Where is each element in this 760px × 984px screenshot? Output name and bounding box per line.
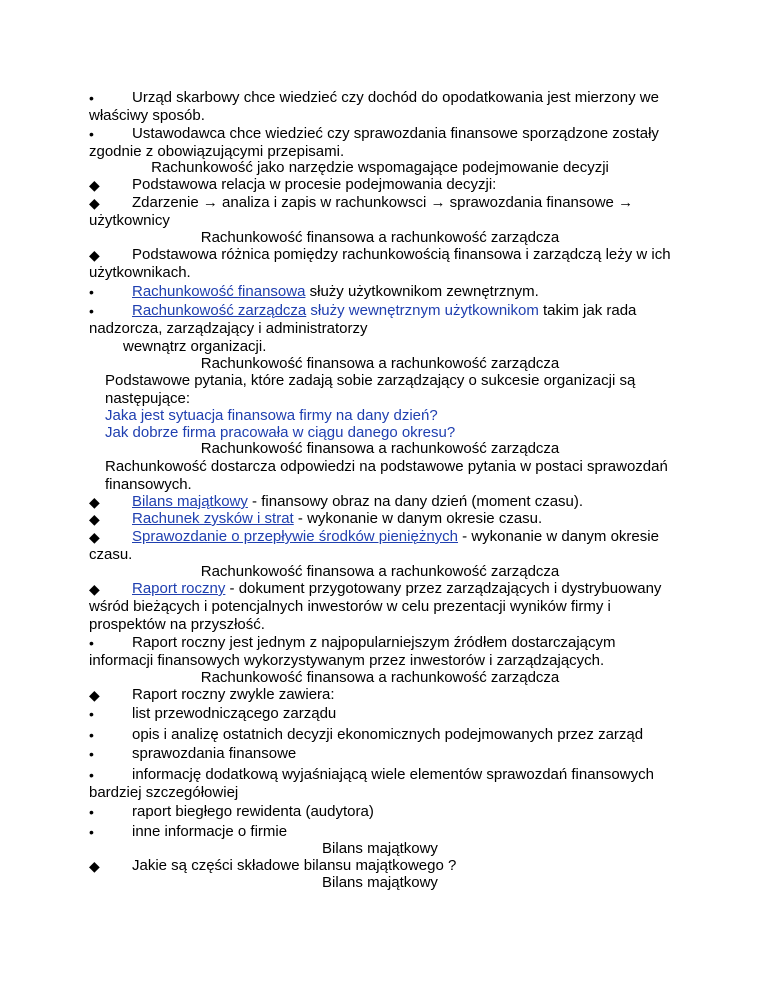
question-line: Jak dobrze firma pracowała w ciągu danego okresu? <box>105 424 456 441</box>
section-heading: Rachunkowość finansowa a rachunkowość zarządcza <box>200 440 560 457</box>
bullet-dot: • <box>89 824 94 840</box>
text-line: bardziej szczegółowiej <box>89 784 239 801</box>
link-tail: - finansowy obraz na dany dzień (moment czasu). <box>247 493 584 510</box>
link-tail: - dokument przygotowany przez zarządzających i dystrybuowany <box>225 580 662 597</box>
bullet-diamond: ◆ <box>89 247 100 263</box>
text-line: wewnątrz organizacji. <box>123 338 267 355</box>
link-rachunek-zyskow[interactable]: Rachunek zysków i strat <box>132 510 294 527</box>
section-heading: Bilans majątkowy <box>322 840 438 857</box>
text-line: wśród bieżących i potencjalnych inwestorów w celu prezentacji wyników firmy i <box>89 598 611 615</box>
text-line: prospektów na przyszłość. <box>89 616 265 633</box>
bullet-dot: • <box>89 804 94 820</box>
bullet-dot: • <box>89 284 94 300</box>
bullet-diamond: ◆ <box>89 858 100 874</box>
text-line <box>132 302 636 320</box>
section-heading: Rachunkowość finansowa a rachunkowość zarządcza <box>200 563 560 580</box>
bullet-diamond: ◆ <box>89 529 100 545</box>
link-tail: - wykonanie w danym okresie czasu. <box>293 510 543 527</box>
bullet-diamond: ◆ <box>89 581 100 597</box>
text-line: nadzorcza, zarządzający i administratorzy <box>89 320 368 337</box>
text-line: informacji finansowych wykorzystywanym przez inwestorów i zarządzających. <box>89 652 605 669</box>
section-heading: Rachunkowość finansowa a rachunkowość zarządcza <box>200 229 560 246</box>
text-line: zgodnie z obowiązującymi przepisami. <box>89 143 345 160</box>
bullet-diamond: ◆ <box>89 494 100 510</box>
bullet-diamond: ◆ <box>89 195 100 211</box>
text-line: sprawozdania finansowe <box>132 745 297 762</box>
text-line: użytkownikach. <box>89 264 191 281</box>
link-raport-roczny[interactable]: Raport roczny <box>132 580 226 597</box>
text-line: Podstawowa różnica pomiędzy rachunkowością finansowa i zarządczą leży w ich <box>132 246 671 263</box>
text-line: opis i analizę ostatnich decyzji ekonomicznych podejmowanych przez zarząd <box>132 726 644 743</box>
text-line: informację dodatkową wyjaśniającą wiele elementów sprawozdań finansowych <box>132 766 654 783</box>
text-line: Urząd skarbowy chce wiedzieć czy dochód do opodatkowania jest mierzony we <box>132 89 659 106</box>
text-line: Jakie są części składowe bilansu majątkowego ? <box>132 857 457 874</box>
text-line: Raport roczny jest jednym z najpopularniejszym źródłem dostarczającym <box>132 634 616 651</box>
text-line <box>132 510 542 528</box>
bullet-dot: • <box>89 90 94 106</box>
bullet-dot: • <box>89 635 94 651</box>
text-line <box>132 493 583 511</box>
link-rachunkowosc-finansowa[interactable]: Rachunkowość finansowa <box>132 283 306 300</box>
bullet-dot: • <box>89 727 94 743</box>
text-line: finansowych. <box>105 476 192 493</box>
bullet-diamond: ◆ <box>89 511 100 527</box>
text-line: czasu. <box>89 546 133 563</box>
bullet-dot: • <box>89 767 94 783</box>
text-line: Rachunkowość dostarcza odpowiedzi na podstawowe pytania w postaci sprawozdań <box>105 458 668 475</box>
text-line <box>132 528 659 546</box>
question-line: Jaka jest sytuacja finansowa firmy na dany dzień? <box>105 407 438 424</box>
blue-text: służy wewnętrznym użytkownikom <box>306 302 539 319</box>
text-line: Podstawowa relacja w procesie podejmowania decyzji: <box>132 176 497 193</box>
text-line: użytkownicy <box>89 212 170 229</box>
text-line: inne informacje o firmie <box>132 823 288 840</box>
bullet-dot: • <box>89 126 94 142</box>
bullet-dot: • <box>89 746 94 762</box>
text-line: Podstawowe pytania, które zadają sobie zarządzający o sukcesie organizacji są <box>105 372 636 389</box>
text-line: Ustawodawca chce wiedzieć czy sprawozdania finansowe sporządzone zostały <box>132 125 659 142</box>
text-line: Zdarzenie → analiza i zapis w rachunkowsci → sprawozdania finansowe → <box>132 194 634 211</box>
text-line: Raport roczny zwykle zawiera: <box>132 686 335 703</box>
bullet-dot: • <box>89 706 94 722</box>
section-heading: Rachunkowość jako narzędzie wspomagające podejmowanie decyzji <box>151 159 609 176</box>
bullet-diamond: ◆ <box>89 687 100 703</box>
bullet-diamond: ◆ <box>89 177 100 193</box>
link-tail: takim jak rada <box>538 302 637 319</box>
text-line: następujące: <box>105 390 191 407</box>
section-heading: Rachunkowość finansowa a rachunkowość zarządcza <box>200 669 560 686</box>
text-line <box>132 580 661 598</box>
text-line: raport biegłego rewidenta (audytora) <box>132 803 374 820</box>
link-rachunkowosc-zarzadcza[interactable]: Rachunkowość zarządcza <box>132 302 307 319</box>
text-line <box>132 283 539 301</box>
link-sprawozdanie-przeplywy[interactable]: Sprawozdanie o przepływie środków pieniężnych <box>132 528 459 545</box>
link-tail: służy użytkownikom zewnętrznym. <box>305 283 539 300</box>
link-tail: - wykonanie w danym okresie <box>458 528 659 545</box>
section-heading: Rachunkowość finansowa a rachunkowość zarządcza <box>200 355 560 372</box>
text-line: właściwy sposób. <box>89 107 205 124</box>
link-bilans-majatkowy[interactable]: Bilans majątkowy <box>132 493 248 510</box>
bullet-dot: • <box>89 303 94 319</box>
text-line: list przewodniczącego zarządu <box>132 705 337 722</box>
section-heading: Bilans majątkowy <box>322 874 438 891</box>
